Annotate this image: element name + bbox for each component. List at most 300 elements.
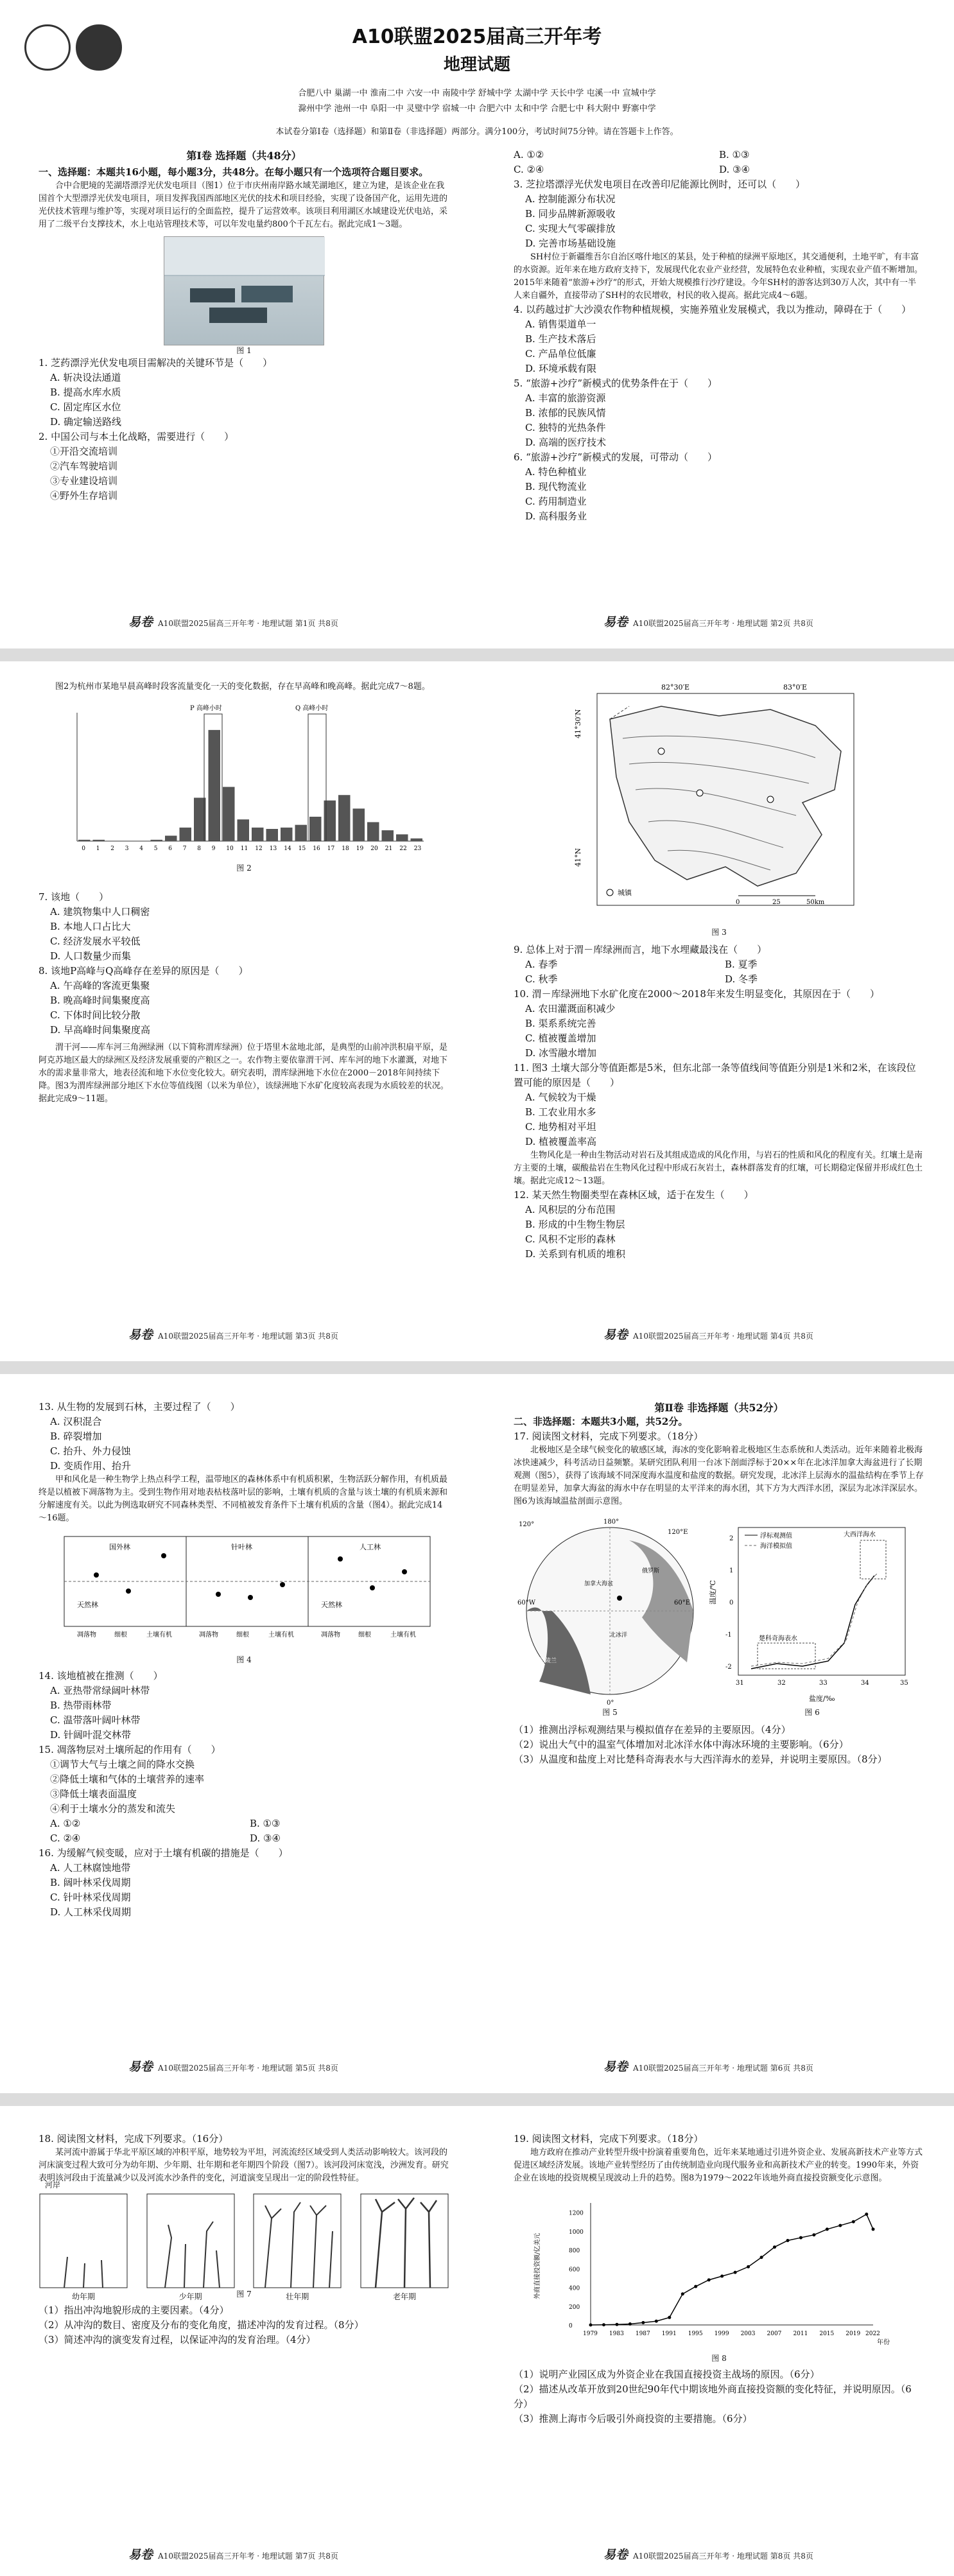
q8-option-a[interactable]: A. 午高峰的客流更集聚 xyxy=(50,980,150,991)
q9-option-c[interactable]: C. 秋季 xyxy=(525,973,558,985)
stage-3-sketch xyxy=(252,2193,342,2289)
fig4-x-7: 凋落物 xyxy=(321,1632,340,1639)
q8-option-c[interactable]: C. 下体时间比较分散 xyxy=(50,1009,141,1021)
map-lon-1: 82°30′E xyxy=(661,683,690,692)
passage-1: 合中合肥境的芜湖塔漂浮光伏发电项目（图1）位于市庆州南岸路水域芜湖地区，建立为建，是该企业在我国首个大型漂浮光伏发电项目，项目发挥我国西部地区光伏的技术和项目经验，实现了设备国产化，运用先进的光伏技术管理与维护等，实现对项目运行的全面监控，提升了运营效率。该项目利用湖区水域建设光伏电站，采用了二级平台支撑技术，水上电站管理技术等，可以年发电量约800个千瓦左右。据此完成1～3题。 xyxy=(39,181,448,229)
city-marker-2 xyxy=(697,790,703,796)
question-5: 5. “旅游+沙疗”新模式的优势条件在于（ ） xyxy=(514,378,717,389)
city-marker-1 xyxy=(658,748,664,754)
q4-option-b[interactable]: B. 生产技术落后 xyxy=(525,333,596,345)
school-list-2: 滁州中学 池州一中 阜阳一中 灵璧中学 宿城一中 合肥六中 太和中学 合肥七中 科大附中 野寨中学 xyxy=(298,104,656,114)
right-column-p2 xyxy=(514,681,924,1262)
fig6-y-label: 温度/℃ xyxy=(709,1580,717,1605)
fig4-x-2: 细根 xyxy=(114,1632,127,1639)
passage-6: 甲和风化是一种生物学上热点科学工程，温带地区的森林体系中有机质积累，生物活跃分解作用，有机质最终是以植被下凋落物为主。受到生物作用对地表枯枝落叶层的影响，土壤有机质的含量与该土壤的有机质来源和分解速度有关。以此为例选取研究不同森林类型、不同植被发育条件下土壤有机质的含量（图4）。据此完成14～16题。 xyxy=(39,1475,448,1523)
fig8-point xyxy=(852,2220,855,2224)
fig8-point xyxy=(826,2227,829,2231)
fig4-x-5: 细根 xyxy=(236,1632,249,1639)
fig2-bar xyxy=(78,840,91,841)
fig6-xt-4: 34 xyxy=(861,1680,869,1687)
passage-8: 某河流中游属于华北平原区域的冲积平原，地势较为平坦，河流流经区域受到人类活动影响较大。该河段的河床演变过程大致可分为幼年期、少年期、壮年期和老年期四个阶段（图7）。该河段河床宽浅，沙洲发育。研究表明该河段由于流量减少以及河流水沙条件的变化，河道演变呈现出一定的阶段性特征。 xyxy=(39,2148,449,2183)
question-9: 9. 总体上对于渭－库绿洲而言，地下水埋藏最浅在（ ） xyxy=(514,944,767,955)
q4-option-c[interactable]: C. 产品单位低廉 xyxy=(525,348,596,360)
figure-5-map xyxy=(514,1515,706,1707)
fig2-bar xyxy=(396,834,408,841)
q12-option-a[interactable]: A. 风积层的分布范围 xyxy=(525,1204,616,1215)
q5-option-b[interactable]: B. 浓郁的民族风情 xyxy=(525,407,606,419)
city-marker-3 xyxy=(767,796,774,803)
q15-answer-c[interactable]: C. ②④ xyxy=(50,1832,81,1844)
q16-option-d[interactable]: D. 人工林采伐周期 xyxy=(50,1906,132,1918)
q2-item-1: ①开沿交流培训 xyxy=(50,446,118,457)
fig6-xt-1: 31 xyxy=(736,1680,744,1687)
fig8-point xyxy=(812,2233,815,2236)
q2-answer-c[interactable]: C. ②④ xyxy=(514,164,544,175)
figure-1-photo xyxy=(164,236,324,345)
legend-city-icon xyxy=(607,889,613,896)
q2-item-3: ③专业建设培训 xyxy=(50,475,118,487)
fig2-x-tick: 10 xyxy=(226,846,234,852)
question-19: 19. 阅读图文材料，完成下列要求。（18分） xyxy=(514,2133,704,2145)
q6-option-d[interactable]: D. 高科服务业 xyxy=(525,510,587,522)
passage-2: SH村位于新疆维吾尔自治区喀什地区的某县，处于种植的绿洲平原地区，其交通便利，土地平旷，有丰富的水资源。近年来在地方政府支持下，发展现代化农业产业经营，发展特色农业种植，实现农业产值不断增加。2015年来随着“旅游+沙疗”的形式，开始大规模推行沙疗建设。今年SH村的游客达到30万人次，其中有一半人来自疆外，直接带动了SH村的农民增收，村民的收入提高。据此完成4～6题。 xyxy=(514,252,923,300)
q15-item-2: ②降低土壤和气体的土壤营养的速率 xyxy=(50,1773,205,1785)
q2-answer-a[interactable]: A. ①② xyxy=(514,149,544,161)
fig8-point xyxy=(799,2236,802,2240)
fig6-observed-line xyxy=(751,1576,874,1669)
fig6-x-label: 盐度/‰ xyxy=(809,1694,835,1703)
fig2-x-tick: 16 xyxy=(313,846,320,852)
figure-8-chart xyxy=(514,2190,924,2351)
fig8-y-tick: 200 xyxy=(569,2304,580,2311)
q14-option-d[interactable]: D. 针阔叶混交林带 xyxy=(50,1729,132,1741)
exam-page-1-2 xyxy=(0,0,954,648)
q2-answers-ab xyxy=(514,148,924,162)
bank-label: 河岸 xyxy=(45,2180,61,2189)
q14-option-b[interactable]: B. 热带雨林带 xyxy=(50,1700,112,1711)
fig8-x-tick: 1987 xyxy=(635,2331,650,2337)
fig2-x-tick: 1 xyxy=(96,846,100,852)
fig2-x-tick: 15 xyxy=(298,846,306,852)
question-3: 3. 芝拉塔漂浮光伏发电项目在改善印尼能源比例时，还可以（ ） xyxy=(514,178,806,190)
question-15: 15. 凋落物层对土壤所起的作用有（ ） xyxy=(39,1744,221,1755)
stage-panel-2 xyxy=(146,2193,236,2302)
q6-option-c[interactable]: C. 药用制造业 xyxy=(525,496,587,507)
map5-lbl-1: 120° xyxy=(519,1521,535,1528)
question-7: 7. 该地（ ） xyxy=(39,891,109,903)
exam-page-7-8 xyxy=(0,2106,954,2576)
q13-option-b[interactable]: B. 碎裂增加 xyxy=(50,1431,102,1442)
fig2-bar xyxy=(223,787,235,841)
q16-option-a[interactable]: A. 人工林腐蚀地带 xyxy=(50,1862,131,1874)
fig2-bar xyxy=(295,825,308,841)
q18-part-2: （2）从冲沟的数目、密度及分布的变化角度，描述冲沟的发育过程。（8分） xyxy=(39,2319,364,2331)
fig2-bar xyxy=(93,840,105,841)
exam-notice: 本试卷分第Ⅰ卷（选择题）和第Ⅱ卷（非选择题）两部分。满分100分，考试时间75分钟。请在答题卡上作答。 xyxy=(275,127,679,137)
fig2-bar xyxy=(353,808,365,841)
stage-2-label: 少年期 xyxy=(178,2292,202,2301)
fig8-y-tick: 400 xyxy=(569,2285,580,2292)
stage-panel-1 xyxy=(39,2193,128,2302)
q2-item-2: ②汽车驾驶培训 xyxy=(50,460,118,472)
fig4-label-1: 国外林 xyxy=(109,1543,130,1551)
fig6-model-line xyxy=(751,1574,877,1666)
q9-option-d[interactable]: D. 冬季 xyxy=(725,973,758,985)
q18-part-1: （1）指出冲沟地貌形成的主要因素。（4分） xyxy=(39,2304,229,2316)
fig2-bar xyxy=(209,730,221,841)
fig8-y-tick: 1000 xyxy=(569,2229,584,2236)
q10-option-c[interactable]: C. 植被覆盖增加 xyxy=(525,1032,596,1044)
fig2-x-tick: 13 xyxy=(269,846,277,852)
q1-option-a[interactable]: A. 斩决设法通道 xyxy=(50,372,121,383)
figure-5-caption: 图 5 xyxy=(602,1708,618,1717)
fig2-bar xyxy=(252,828,264,841)
q12-option-c[interactable]: C. 风积不定形的森林 xyxy=(525,1233,616,1245)
question-18: 18. 阅读图文材料，完成下列要求。（16分） xyxy=(39,2133,229,2145)
fig8-point xyxy=(865,2213,868,2216)
fig4-point-3 xyxy=(161,1553,166,1558)
q12-option-d[interactable]: D. 关系到有机质的堆积 xyxy=(525,1248,626,1260)
fig8-point xyxy=(838,2224,842,2227)
figure-4-caption: 图 4 xyxy=(236,1655,252,1664)
fig4-x-4: 凋落物 xyxy=(199,1632,218,1639)
fig2-bar xyxy=(281,828,293,841)
fig8-point xyxy=(694,2285,697,2288)
q5-option-a[interactable]: A. 丰富的旅游资源 xyxy=(525,392,606,404)
footer-page-8: 易卷 A10联盟2025届高三开年考 · 地理试题 第8页 共8页 xyxy=(603,2548,813,2562)
passage-5: 生物风化是一种由生物活动对岩石及其组成造成的风化作用，与岩石的性质和风化的程度有关。红壤土是南方主要的土壤，碳酸盐岩在生物风化过程中形成石灰岩土，森林群落发育的红壤，可长期稳定保留并形成红色土壤。据此完成12～13题。 xyxy=(514,1151,923,1186)
fig4-label-4: 天然林 xyxy=(77,1601,98,1609)
question-2: 2. 中国公司与本土化战略，需要进行（ ） xyxy=(39,431,234,442)
fig2-x-tick: 12 xyxy=(255,846,263,852)
q10-option-a[interactable]: A. 农田灌溉面积减少 xyxy=(525,1003,616,1014)
q8-option-b[interactable]: B. 晚高峰时间集聚度高 xyxy=(50,995,150,1006)
fig2-x-tick: 2 xyxy=(110,846,114,852)
fig8-x-tick: 2003 xyxy=(740,2331,756,2337)
fig8-x-tick: 1991 xyxy=(661,2331,677,2337)
fig6-legend-1: 浮标观测值 xyxy=(760,1533,792,1540)
fig2-x-tick: 14 xyxy=(284,846,291,852)
fig8-x-tick: 1999 xyxy=(714,2331,729,2337)
fig6-yt-3: 0 xyxy=(729,1599,734,1606)
question-17: 17. 阅读图文材料，完成下列要求。（18分） xyxy=(514,1431,704,1442)
q3-option-c[interactable]: C. 实现大气零碳排放 xyxy=(525,223,616,234)
map5-lbl-7: 加拿大海盆 xyxy=(584,1581,614,1587)
q10-option-d[interactable]: D. 冰雪融水增加 xyxy=(525,1047,597,1059)
figure-3-caption: 图 3 xyxy=(711,928,727,937)
q15-answers-cd xyxy=(39,1831,449,1846)
fig2-x-tick: 5 xyxy=(153,846,158,852)
question-8: 8. 该地P高峰与Q高峰存在差异的原因是（ ） xyxy=(39,965,248,977)
fig8-x-tick: 2022 xyxy=(865,2331,880,2337)
fig2-bar xyxy=(180,828,192,841)
exam-page-5-6 xyxy=(0,1374,954,2093)
q16-option-b[interactable]: B. 阔叶林采伐周期 xyxy=(50,1877,131,1888)
figure-7-caption: 图 7 xyxy=(236,2290,252,2299)
q11-option-d[interactable]: D. 植被覆盖率高 xyxy=(525,1136,597,1147)
q15-answers-ab xyxy=(39,1816,449,1831)
q7-option-c[interactable]: C. 经济发展水平较低 xyxy=(50,936,141,947)
scale-25: 25 xyxy=(772,899,781,906)
q3-option-a[interactable]: A. 控制能源分布状况 xyxy=(525,193,616,205)
q15-answer-a[interactable]: A. ①② xyxy=(50,1818,81,1829)
question-6: 6. “旅游+沙疗”新模式的发展，可带动（ ） xyxy=(514,451,717,463)
question-16: 16. 为缓解气候变暖，应对于土壤有机碳的措施是（ ） xyxy=(39,1847,288,1859)
q16-option-c[interactable]: C. 针叶林采伐周期 xyxy=(50,1892,131,1903)
q15-item-1: ①调节大气与土壤之间的降水交换 xyxy=(50,1759,195,1770)
question-14: 14. 该地植被在推测（ ） xyxy=(39,1670,163,1682)
stage-2-sketch xyxy=(146,2193,236,2289)
stage-panel-3 xyxy=(252,2193,342,2302)
q15-item-4: ④利于土壤水分的蒸发和流失 xyxy=(50,1803,176,1815)
q17-part-2: （2）说出大气中的温室气体增加对北冰洋水体中海冰环境的主要影响。（6分） xyxy=(514,1739,849,1750)
q-peak-label: Q 高峰小时 xyxy=(295,705,329,712)
question-12: 12. 某天然生物圈类型在森林区域，适于在发生（ ） xyxy=(514,1189,754,1201)
left-column-p3 xyxy=(39,1400,449,1920)
fig2-x-tick: 8 xyxy=(197,846,201,852)
fig8-point xyxy=(668,2316,671,2319)
school-logo-left xyxy=(24,24,71,71)
q11-option-c[interactable]: C. 地势相对平坦 xyxy=(525,1121,596,1133)
right-column-p4 xyxy=(514,2132,924,2426)
fig6-xt-3: 33 xyxy=(819,1680,828,1687)
map5-lbl-9: 格陵兰 xyxy=(539,1658,557,1664)
footer-page-4: 易卷 A10联盟2025届高三开年考 · 地理试题 第4页 共8页 xyxy=(603,1328,813,1342)
fig8-point xyxy=(589,2324,593,2327)
q7-option-d[interactable]: D. 人口数量少而集 xyxy=(50,950,132,962)
fig2-x-tick: 4 xyxy=(139,846,143,852)
left-column-p1 xyxy=(39,148,449,503)
fig2-x-tick: 3 xyxy=(125,846,129,852)
stage-1-sketch xyxy=(39,2193,128,2289)
right-column-p1 xyxy=(514,148,924,524)
fig6-yt-2: 1 xyxy=(729,1567,734,1574)
q17-part-1: （1）推测出浮标观测结果与模拟值存在差异的主要原因。（4分） xyxy=(514,1724,791,1736)
passage-4: 渭干河——库车河三角洲绿洲（以下简称渭库绿洲）位于塔里木盆地北部，是典型的山前冲洪积扇平原，是阿克苏地区最大的绿洲区及经济发展重要的产粮区之一。农作物主要依靠渭干河、库车河的地下水灌溉，对地下水的需求量非常大，地表径流和地下水位变化较大。研究表明，渭库绿洲地下水位在2000－2018年间持续下降。图3为渭库绿洲部分地区下水位等值线图（以米为单位），该绿洲地下水矿化度较高表现为水质较差的状况。据此完成9～11题。 xyxy=(39,1043,449,1104)
figure-6-chart xyxy=(706,1515,918,1707)
fig8-point xyxy=(602,2323,605,2326)
question-13: 13. 从生物的发展到石林，主要过程了（ ） xyxy=(39,1401,240,1413)
fig4-label-5: 天然林 xyxy=(321,1601,342,1609)
q6-option-a[interactable]: A. 特色种植业 xyxy=(525,466,587,478)
q9-options-cd xyxy=(514,972,924,987)
q1-option-c[interactable]: C. 固定库区水位 xyxy=(50,401,121,413)
footer-page-1: 易卷 A10联盟2025届高三开年考 · 地理试题 第1页 共8页 xyxy=(128,615,338,629)
fig2-x-tick: 7 xyxy=(182,846,187,852)
q2-answer-d[interactable]: D. ③④ xyxy=(719,164,750,175)
q2-answer-b[interactable]: B. ①③ xyxy=(719,149,750,161)
school-list-1: 合肥八中 巢湖一中 淮南二中 六安一中 南陵中学 舒城中学 太湖中学 天长中学 屯溪一中 宣城中学 xyxy=(298,89,656,98)
q8-option-d[interactable]: D. 早高峰时间集聚度高 xyxy=(50,1024,151,1036)
q2-item-4: ④野外生存培训 xyxy=(50,490,118,501)
q15-answer-b[interactable]: B. ①③ xyxy=(250,1818,281,1829)
left-column-p4 xyxy=(39,2132,449,2347)
question-10: 10. 渭－库绿洲地下水矿化度在2000～2018年来发生明显变化，其原因在于（ ） xyxy=(514,988,880,1000)
q3-option-b[interactable]: B. 同步品牌新源吸收 xyxy=(525,208,616,220)
figure-4-chart xyxy=(39,1530,449,1652)
fig8-x-tick: 1995 xyxy=(688,2331,703,2337)
fig5-6-row xyxy=(514,1515,924,1707)
fig8-x-tick: 2015 xyxy=(819,2331,835,2337)
fig2-x-tick: 6 xyxy=(168,846,172,852)
fig8-series-line xyxy=(591,2215,873,2325)
passage-7: 北极地区是全球气候变化的敏感区域，海冰的变化影响着北极地区生态系统和人类活动。近年来随着北极海冰快速减少，科考活动日益频繁。某研究团队利用一台冰下剖面浮标于20××年在北冰洋加拿大海盆进行了长期观测（图5），获得了该海域不同深度海水温度和盐度的数据。研究发现，北冰洋上层海水的温盐结构在季节上存在明显差异，加拿大海盆的海水中存在明显的太平洋来的海水团，其下方为大西洋水团，深层为北冰洋深层水。图6为该海域温盐剖面示意图。 xyxy=(514,1445,924,1506)
map5-lbl-8: 俄罗斯 xyxy=(642,1568,660,1574)
fig4-point-7 xyxy=(338,1556,343,1562)
figure-3-map xyxy=(514,681,924,925)
section-1-instruction: 一、选择题：本题共16小题，每小题3分，共48分。在每小题只有一个选项符合题目要求。 xyxy=(39,166,429,178)
footer-page-7: 易卷 A10联盟2025届高三开年考 · 地理试题 第7页 共8页 xyxy=(128,2548,338,2562)
q15-answer-d[interactable]: D. ③④ xyxy=(250,1832,281,1844)
fig4-x-6: 土壤有机 xyxy=(268,1632,294,1639)
q9-option-a[interactable]: A. 春季 xyxy=(525,959,558,970)
fig8-point xyxy=(720,2275,724,2278)
fig2-x-tick: 23 xyxy=(413,846,422,852)
footer-page-5: 易卷 A10联盟2025届高三开年考 · 地理试题 第5页 共8页 xyxy=(128,2060,338,2074)
fig8-y-tick: 1200 xyxy=(569,2210,584,2217)
figure-2-caption: 图 2 xyxy=(236,864,252,873)
map5-lbl-5: 60°W xyxy=(517,1599,536,1606)
fig2-x-tick: 11 xyxy=(240,846,248,852)
q13-option-c[interactable]: C. 抬升、外力侵蚀 xyxy=(50,1445,131,1457)
stage-panel-4 xyxy=(360,2193,449,2302)
fig8-point xyxy=(629,2322,632,2326)
map5-lbl-4: 60°E xyxy=(674,1599,691,1606)
solar-farm-photo xyxy=(164,237,325,346)
fig8-point xyxy=(760,2256,763,2259)
q4-option-a[interactable]: A. 销售渠道单一 xyxy=(525,318,596,330)
q14-option-c[interactable]: C. 温带落叶阔叶林带 xyxy=(50,1714,141,1726)
fig4-point-4 xyxy=(216,1592,221,1597)
q4-option-d[interactable]: D. 环境承载有限 xyxy=(525,363,597,374)
fig8-x-tick: 2007 xyxy=(767,2331,782,2337)
fig8-x-tick: 2019 xyxy=(846,2331,861,2337)
fig4-x-9: 土壤有机 xyxy=(390,1632,416,1639)
fig8-point xyxy=(734,2271,737,2274)
fig8-y-label: 外商直接投资额/亿美元 xyxy=(534,2232,541,2299)
exam-subject: 地理试题 xyxy=(443,55,510,74)
fig6-yt-1: 2 xyxy=(729,1535,734,1542)
map-lon-2: 83°0′E xyxy=(783,683,808,692)
atlantic-box xyxy=(860,1540,886,1579)
q9-option-b[interactable]: B. 夏季 xyxy=(725,959,758,970)
fig2-bar xyxy=(151,840,163,841)
question-11: 11. 图3 土壤大部分等值距都是5米，但东北部一条等值线间等值距分别是1米和2米，在该段位置可能的原因是（ ） xyxy=(514,1062,916,1088)
fig2-bar xyxy=(165,836,177,841)
fig8-x-unit: 年份 xyxy=(877,2339,890,2346)
fig4-point-6 xyxy=(280,1582,285,1587)
fig8-y-tick: 800 xyxy=(569,2248,580,2255)
q6-option-b[interactable]: B. 现代物流业 xyxy=(525,481,587,492)
fig6-xt-5: 35 xyxy=(900,1680,908,1687)
q5-option-c[interactable]: C. 独特的光热条件 xyxy=(525,422,606,433)
fig2-x-tick: 18 xyxy=(342,846,349,852)
map5-lbl-3: 120°E xyxy=(668,1529,688,1536)
section-2-title: 第Ⅱ卷 非选择题（共52分） xyxy=(654,1402,784,1414)
fig8-point xyxy=(707,2278,711,2281)
q15-item-3: ③降低土壤表面温度 xyxy=(50,1788,137,1800)
figure-2-chart xyxy=(39,700,449,860)
fig2-bar xyxy=(338,795,351,841)
footer-page-6: 易卷 A10联盟2025届高三开年考 · 地理试题 第6页 共8页 xyxy=(603,2060,813,2074)
fig8-point xyxy=(747,2265,750,2268)
q19-part-2: （2）描述从改革开放到20世纪90年代中期该地外商直接投资额的变化特征，并说明原因。（6分） xyxy=(514,2383,912,2410)
fig2-bar xyxy=(324,801,336,841)
fig8-point xyxy=(615,2323,618,2326)
fig2-bar xyxy=(238,819,250,841)
q12-option-b[interactable]: B. 形成的中生物生物层 xyxy=(525,1219,625,1230)
stage-4-sketch xyxy=(360,2193,449,2289)
q14-option-a[interactable]: A. 亚热带常绿阔叶林带 xyxy=(50,1685,150,1696)
exam-brand: A10联盟2025届高三开年考 xyxy=(352,26,602,48)
stage-4-label: 老年期 xyxy=(392,2292,416,2301)
question-1: 1. 芝药漂浮光伏发电项目需解决的关键环节是（ ） xyxy=(39,357,273,369)
passage-3: 图2为杭州市某地早晨高峰时段客流量变化一天的变化数据，存在早高峰和晚高峰。据此完成7～8题。 xyxy=(55,682,430,692)
fig4-point-1 xyxy=(94,1572,99,1578)
fig8-point xyxy=(786,2239,789,2242)
fig6-xt-2: 32 xyxy=(777,1680,786,1687)
q3-option-d[interactable]: D. 完善市场基础设施 xyxy=(525,238,616,249)
fig2-bar xyxy=(266,829,279,841)
fig8-point xyxy=(655,2320,658,2323)
q1-option-b[interactable]: B. 提高水库水质 xyxy=(50,387,121,398)
figure-8-caption: 图 8 xyxy=(711,2354,727,2363)
fig8-y-tick: 600 xyxy=(569,2267,580,2274)
fig2-bar xyxy=(309,817,322,841)
scale-50: 50km xyxy=(806,899,825,906)
fig4-point-2 xyxy=(126,1588,131,1594)
q1-option-d[interactable]: D. 确定输送路线 xyxy=(50,416,122,428)
atlantic-label: 大西洋海水 xyxy=(844,1531,876,1538)
q13-option-a[interactable]: A. 汉积混合 xyxy=(50,1416,102,1427)
fig5-6-captions xyxy=(514,1707,924,1718)
left-column-p2 xyxy=(39,681,449,1106)
q7-option-b[interactable]: B. 本地人口占比大 xyxy=(50,921,131,932)
scale-0: 0 xyxy=(736,899,740,906)
q11-option-b[interactable]: B. 工农业用水多 xyxy=(525,1106,596,1118)
q19-part-1: （1）说明产业园区成为外资企业在我国直接投资主战场的原因。（6分） xyxy=(514,2369,820,2380)
fig2-x-tick: 21 xyxy=(385,846,393,852)
q11-option-a[interactable]: A. 气候较为干燥 xyxy=(525,1092,596,1103)
school-logo-right xyxy=(76,24,122,71)
fig6-yt-5: -2 xyxy=(725,1664,732,1671)
figure-6-caption: 图 6 xyxy=(804,1708,820,1717)
fig4-point-9 xyxy=(402,1569,407,1574)
fig8-x-tick: 1979 xyxy=(583,2331,598,2337)
fig4-point-5 xyxy=(248,1595,253,1600)
fig8-x-tick: 1983 xyxy=(609,2331,624,2337)
map-lat-1: 41°30′N xyxy=(574,709,582,738)
footer-page-2: 易卷 A10联盟2025届高三开年考 · 地理试题 第2页 共8页 xyxy=(603,615,813,629)
fig8-point xyxy=(681,2292,684,2295)
fig8-x-tick: 2011 xyxy=(793,2331,808,2337)
fig6-yt-4: -1 xyxy=(725,1632,732,1639)
pacific-label: 楚科奇海表水 xyxy=(759,1635,797,1642)
q13-option-d[interactable]: D. 变质作用、抬升 xyxy=(50,1460,132,1472)
fig4-label-2: 针叶林 xyxy=(231,1543,252,1551)
q9-options-ab xyxy=(514,957,924,972)
q5-option-d[interactable]: D. 高端的医疗技术 xyxy=(525,437,607,448)
q10-option-b[interactable]: B. 渠系系统完善 xyxy=(525,1018,596,1029)
q7-option-a[interactable]: A. 建筑物集中人口稠密 xyxy=(50,906,150,918)
fig2-x-tick: 9 xyxy=(211,846,216,852)
exam-page-3-4 xyxy=(0,661,954,1361)
q17-part-3: （3）从温度和盐度上对比楚科奇海表水与大西洋海水的差异，并说明主要原因。（8分） xyxy=(514,1754,887,1765)
passage-9: 地方政府在推动产业转型升级中扮演着重要角色，近年来某地通过引进外资企业、发展高新技术产业等方式促进区域经济发展。该地产业转型经历了由传统制造业向现代服务业和高新技术产业的转变。1990年来，外资企业在该地的投资规模呈现波动上升的趋势。图8为1979～2022年该地外商直接投资额变化示意图。 xyxy=(514,2148,923,2183)
legend-city-label: 城镇 xyxy=(618,889,632,897)
section-1-title: 第Ⅰ卷 选择题（共48分） xyxy=(186,150,302,162)
fig8-point xyxy=(872,2227,875,2231)
